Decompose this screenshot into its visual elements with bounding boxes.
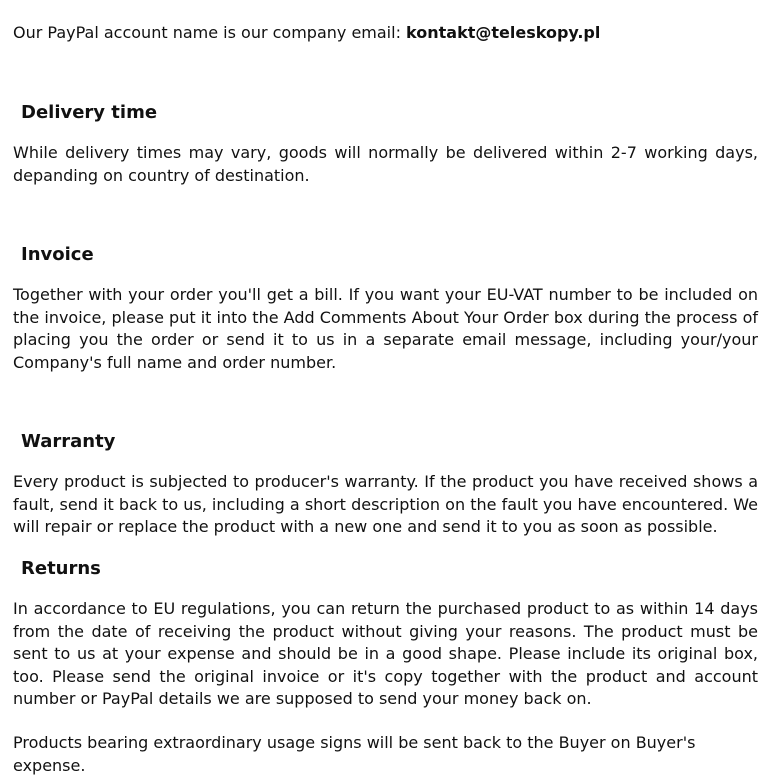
paypal-text: Our PayPal account name is our company email: bbox=[13, 23, 407, 42]
returns-paragraph: In accordance to EU regulations, you can return the purchased product to as within 14 days from the date of receiving the product without giving your reasons. The product must be sent to us at your expense and should be in a good shape. Please include its original box, too. Please send the original invoice or it's copy together with the product and account number or PayPal details we are supposed to send your money back on. bbox=[13, 599, 758, 708]
usage-signs-paragraph: Products bearing extraordinary usage signs will be sent back to the Buyer on Buyer's expense. bbox=[13, 733, 696, 775]
invoice-paragraph: Together with your order you'll get a bill. If you want your EU-VAT number to be included on the invoice, please put it into the Add Comments About Your Order box during the process of placing you the order or send it to us in a separate email message, including your/your Company's full name and order number. bbox=[13, 285, 758, 372]
warranty-paragraph: Every product is subjected to producer's warranty. If the product you have received shows a fault, send it back to us, including a short description on the fault you have encountered. We will repair or replace the product with a new one and send it to you as soon as possible. bbox=[13, 472, 758, 536]
returns-heading: Returns bbox=[21, 558, 101, 579]
delivery-paragraph: While delivery times may vary, goods will normally be delivered within 2-7 working days, depanding on country of destination. bbox=[13, 143, 758, 185]
company-email: kontakt@teleskopy.pl bbox=[406, 23, 601, 42]
paypal-paragraph bbox=[13, 22, 758, 45]
invoice-heading: Invoice bbox=[21, 244, 94, 265]
delivery-heading: Delivery time bbox=[21, 102, 158, 123]
warranty-heading: Warranty bbox=[21, 431, 116, 452]
